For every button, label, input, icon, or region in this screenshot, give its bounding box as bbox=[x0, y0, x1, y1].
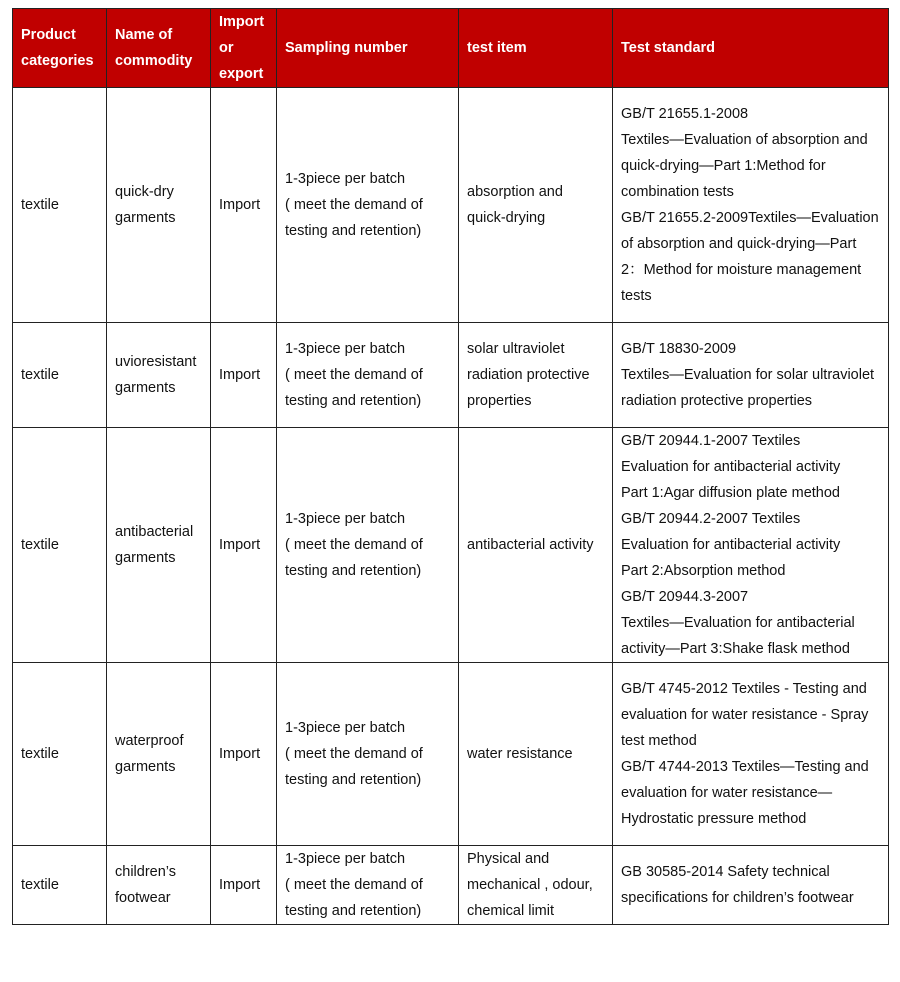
cell-test-item: solar ultraviolet radiation protective properties bbox=[459, 323, 613, 428]
cell-test-item: antibacterial activity bbox=[459, 428, 613, 663]
cell-commodity: children’s footwear bbox=[107, 846, 211, 925]
cell-direction: Import bbox=[211, 663, 277, 846]
cell-sampling: 1-3piece per batch ( meet the demand of testing and retention) bbox=[277, 663, 459, 846]
cell-category: textile bbox=[13, 323, 107, 428]
cell-category: textile bbox=[13, 846, 107, 925]
test-standards-table bbox=[12, 8, 889, 925]
cell-commodity: antibacterial garments bbox=[107, 428, 211, 663]
cell-test-item: water resistance bbox=[459, 663, 613, 846]
cell-sampling: 1-3piece per batch ( meet the demand of testing and retention) bbox=[277, 88, 459, 323]
cell-test-standard: GB 30585-2014 Safety technical specifications for children’s footwear bbox=[613, 846, 889, 925]
cell-test-standard: GB/T 21655.1-2008 Textiles—Evaluation of absorption and quick-drying—Part 1:Method for combination tests GB/T 21655.2-2009Textiles—Evaluation of absorption and quick-drying—Part 2：Method for moisture management tests bbox=[613, 88, 889, 323]
table-header-row bbox=[13, 9, 889, 88]
header-test-standard: Test standard bbox=[613, 9, 889, 88]
cell-commodity: waterproof garments bbox=[107, 663, 211, 846]
cell-direction: Import bbox=[211, 323, 277, 428]
cell-test-item: Physical and mechanical , odour, chemical limit bbox=[459, 846, 613, 925]
cell-direction: Import bbox=[211, 428, 277, 663]
cell-sampling: 1-3piece per batch ( meet the demand of testing and retention) bbox=[277, 428, 459, 663]
header-product-categories: Product categories bbox=[13, 9, 107, 88]
cell-category: textile bbox=[13, 428, 107, 663]
table-row bbox=[13, 428, 889, 663]
cell-test-item: absorption and quick-drying bbox=[459, 88, 613, 323]
cell-sampling: 1-3piece per batch ( meet the demand of testing and retention) bbox=[277, 323, 459, 428]
cell-commodity: quick-dry garments bbox=[107, 88, 211, 323]
header-name-of-commodity: Name of commodity bbox=[107, 9, 211, 88]
cell-category: textile bbox=[13, 88, 107, 323]
table-row bbox=[13, 88, 889, 323]
cell-commodity: uvioresistant garments bbox=[107, 323, 211, 428]
cell-direction: Import bbox=[211, 846, 277, 925]
header-sampling-number: Sampling number bbox=[277, 9, 459, 88]
cell-sampling: 1-3piece per batch ( meet the demand of testing and retention) bbox=[277, 846, 459, 925]
table-row bbox=[13, 846, 889, 925]
cell-test-standard: GB/T 20944.1-2007 Textiles Evaluation for antibacterial activity Part 1:Agar diffusion plate method GB/T 20944.2-2007 Textiles Evaluation for antibacterial activity Part 2:Absorption method GB/T 20944.3-2007 Textiles—Evaluation for antibacterial activity—Part 3:Shake flask method bbox=[613, 428, 889, 663]
cell-test-standard: GB/T 18830-2009 Textiles—Evaluation for solar ultraviolet radiation protective properties bbox=[613, 323, 889, 428]
cell-direction: Import bbox=[211, 88, 277, 323]
header-test-item: test item bbox=[459, 9, 613, 88]
table-row bbox=[13, 663, 889, 846]
table-row bbox=[13, 323, 889, 428]
cell-category: textile bbox=[13, 663, 107, 846]
header-import-or-export: Import or export bbox=[211, 9, 277, 88]
cell-test-standard: GB/T 4745-2012 Textiles - Testing and evaluation for water resistance - Spray test method GB/T 4744-2013 Textiles—Testing and evaluation for water resistance—Hydrostatic pressure method bbox=[613, 663, 889, 846]
